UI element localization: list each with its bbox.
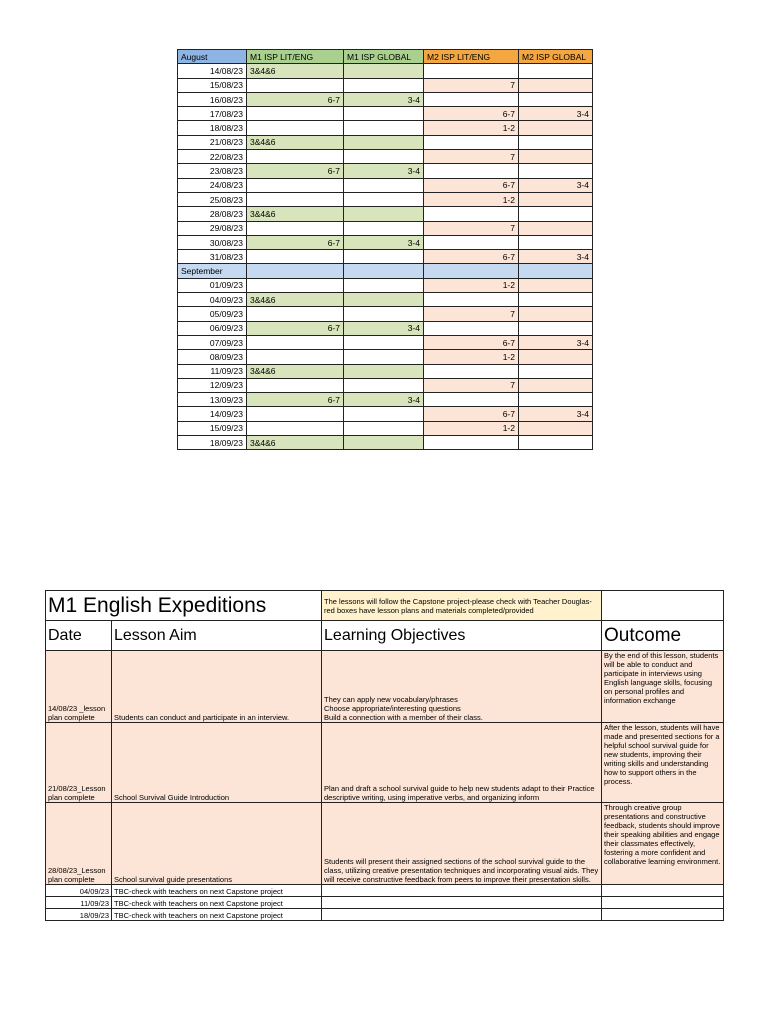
schedule-row — [178, 150, 593, 164]
lesson-objectives-cell — [322, 897, 602, 909]
m1-global-cell — [344, 436, 424, 450]
m1-lit-eng-cell: 6-7 — [247, 235, 344, 249]
m2-lit-eng-cell: 7 — [424, 378, 519, 392]
lesson-outcome-cell — [602, 909, 724, 921]
m2-global-cell: 3-4 — [519, 335, 593, 349]
lesson-title-row — [46, 591, 724, 621]
m2-global-cell — [519, 364, 593, 378]
schedule-date-cell: 13/09/23 — [178, 393, 247, 407]
schedule-row — [178, 221, 593, 235]
m2-lit-eng-cell: 7 — [424, 150, 519, 164]
m1-global-cell — [344, 307, 424, 321]
m2-lit-eng-cell — [424, 393, 519, 407]
m2-global-cell — [519, 207, 593, 221]
schedule-row — [178, 164, 593, 178]
lesson-table-title: M1 English Expeditions — [46, 591, 322, 621]
m1-lit-eng-cell — [247, 221, 344, 235]
col-header-outcome: Outcome — [602, 621, 724, 651]
schedule-row — [178, 235, 593, 249]
m1-global-cell: 3-4 — [344, 92, 424, 106]
schedule-row — [178, 78, 593, 92]
schedule-date-cell: 14/09/23 — [178, 407, 247, 421]
schedule-row — [178, 250, 593, 264]
m2-lit-eng-cell: 6-7 — [424, 335, 519, 349]
schedule-date-cell: 24/08/23 — [178, 178, 247, 192]
m2-global-cell — [519, 307, 593, 321]
schedule-date-cell: 16/08/23 — [178, 92, 247, 106]
m1-global-cell — [344, 178, 424, 192]
m1-lit-eng-cell — [247, 78, 344, 92]
schedule-row — [178, 178, 593, 192]
m2-global-cell — [519, 150, 593, 164]
m2-global-cell — [519, 78, 593, 92]
schedule-header-row — [178, 50, 593, 64]
m1-global-cell — [344, 364, 424, 378]
lesson-outcome-cell: By the end of this lesson, students will be able to conduct and participate in interviews using English language skills, focusing on personal profiles and information exchange — [602, 651, 724, 723]
m1-lit-eng-cell — [247, 192, 344, 206]
m1-lit-eng-cell — [247, 421, 344, 435]
m2-global-cell — [519, 135, 593, 149]
lesson-row — [46, 651, 724, 723]
schedule-date-cell: 23/08/23 — [178, 164, 247, 178]
m1-global-cell: 3-4 — [344, 235, 424, 249]
lesson-aim-cell: Students can conduct and participate in an interview. — [112, 651, 322, 723]
m1-global-cell — [344, 293, 424, 307]
lesson-objectives-cell: Plan and draft a school survival guide to help new students adapt to their Practice descriptive writing, using imperative verbs, and organizing inform — [322, 723, 602, 803]
schedule-row — [178, 92, 593, 106]
month-row-cell — [247, 264, 344, 278]
lesson-aim-cell: TBC-check with teachers on next Capstone project — [112, 909, 322, 921]
m1-lit-eng-cell: 3&4&6 — [247, 364, 344, 378]
m2-lit-eng-cell — [424, 293, 519, 307]
schedule-row — [178, 135, 593, 149]
m2-lit-eng-cell: 1-2 — [424, 421, 519, 435]
m2-lit-eng-cell — [424, 64, 519, 78]
schedule-row — [178, 393, 593, 407]
lesson-outcome-cell: After the lesson, students will have made and presented sections for a helpful school survival guide for new students, improving their writing skills and understanding how to support others in the process. — [602, 723, 724, 803]
col-header-date: Date — [46, 621, 112, 651]
m1-global-cell — [344, 421, 424, 435]
schedule-date-cell: 07/09/23 — [178, 335, 247, 349]
schedule-month-row — [178, 264, 593, 278]
schedule-body — [178, 64, 593, 450]
lesson-header-row — [46, 621, 724, 651]
schedule-date-cell: 29/08/23 — [178, 221, 247, 235]
m2-lit-eng-cell — [424, 364, 519, 378]
lesson-table-note: The lessons will follow the Capstone project-please check with Teacher Douglas- red boxes have lesson plans and materials completed/provided — [322, 591, 602, 621]
schedule-row — [178, 293, 593, 307]
lesson-aim-cell: School survival guide presentations — [112, 803, 322, 885]
m2-lit-eng-cell — [424, 92, 519, 106]
m1-global-cell — [344, 407, 424, 421]
m2-lit-eng-cell — [424, 321, 519, 335]
col-header-lesson-aim: Lesson Aim — [112, 621, 322, 651]
m2-lit-eng-cell: 1-2 — [424, 192, 519, 206]
schedule-date-cell: 15/09/23 — [178, 421, 247, 435]
lesson-date-cell: 14/08/23 _lesson plan complete — [46, 651, 112, 723]
m1-global-cell — [344, 221, 424, 235]
m2-global-cell — [519, 192, 593, 206]
m2-global-cell: 3-4 — [519, 107, 593, 121]
m1-lit-eng-cell — [247, 150, 344, 164]
m2-lit-eng-cell: 7 — [424, 78, 519, 92]
m1-global-cell — [344, 250, 424, 264]
lesson-row — [46, 897, 724, 909]
lesson-aim-cell: TBC-check with teachers on next Capstone project — [112, 897, 322, 909]
m2-global-cell — [519, 64, 593, 78]
header-month-august: August — [178, 50, 247, 64]
m1-global-cell — [344, 135, 424, 149]
m2-lit-eng-cell: 1-2 — [424, 121, 519, 135]
m2-lit-eng-cell: 7 — [424, 307, 519, 321]
m2-lit-eng-cell: 6-7 — [424, 250, 519, 264]
schedule-date-cell: 22/08/23 — [178, 150, 247, 164]
schedule-row — [178, 335, 593, 349]
month-row-cell — [519, 264, 593, 278]
schedule-date-cell: 28/08/23 — [178, 207, 247, 221]
m1-lit-eng-cell — [247, 107, 344, 121]
lesson-outcome-cell — [602, 897, 724, 909]
m2-global-cell — [519, 436, 593, 450]
m1-global-cell — [344, 335, 424, 349]
m1-lit-eng-cell — [247, 250, 344, 264]
m1-lit-eng-cell: 3&4&6 — [247, 207, 344, 221]
col-header-learning-objectives: Learning Objectives — [322, 621, 602, 651]
header-m1-lit-eng: M1 ISP LIT/ENG — [247, 50, 344, 64]
schedule-date-cell: 06/09/23 — [178, 321, 247, 335]
lesson-objectives-cell — [322, 909, 602, 921]
schedule-row — [178, 436, 593, 450]
lesson-row — [46, 803, 724, 885]
lesson-row — [46, 885, 724, 897]
header-m2-global: M2 ISP GLOBAL — [519, 50, 593, 64]
schedule-date-cell: 11/09/23 — [178, 364, 247, 378]
header-m1-global: M1 ISP GLOBAL — [344, 50, 424, 64]
schedule-date-cell: 04/09/23 — [178, 293, 247, 307]
m2-global-cell — [519, 293, 593, 307]
schedule-row — [178, 121, 593, 135]
m2-global-cell: 3-4 — [519, 407, 593, 421]
m2-lit-eng-cell — [424, 235, 519, 249]
schedule-row — [178, 364, 593, 378]
schedule-row — [178, 107, 593, 121]
lesson-aim-cell: School Survival Guide Introduction — [112, 723, 322, 803]
lesson-outcome-cell — [602, 885, 724, 897]
lesson-objectives-cell — [322, 885, 602, 897]
m1-global-cell — [344, 78, 424, 92]
m1-global-cell — [344, 378, 424, 392]
m2-lit-eng-cell: 1-2 — [424, 278, 519, 292]
lesson-date-cell: 04/09/23 — [46, 885, 112, 897]
m2-lit-eng-cell — [424, 207, 519, 221]
m2-global-cell: 3-4 — [519, 250, 593, 264]
m1-lit-eng-cell — [247, 121, 344, 135]
header-m2-lit-eng: M2 ISP LIT/ENG — [424, 50, 519, 64]
m2-global-cell — [519, 121, 593, 135]
schedule-date-cell: 18/09/23 — [178, 436, 247, 450]
schedule-date-cell: 17/08/23 — [178, 107, 247, 121]
month-row-cell — [344, 264, 424, 278]
lesson-date-cell: 21/08/23_Lesson plan complete — [46, 723, 112, 803]
schedule-row — [178, 192, 593, 206]
schedule-row — [178, 350, 593, 364]
schedule-table — [177, 49, 593, 450]
m2-global-cell — [519, 350, 593, 364]
lesson-objectives-cell: They can apply new vocabulary/phrases Choose appropriate/interesting questions Build a connection with a member of their class. — [322, 651, 602, 723]
m1-lit-eng-cell: 6-7 — [247, 321, 344, 335]
lesson-date-cell: 28/08/23_Lesson plan complete — [46, 803, 112, 885]
lesson-row — [46, 909, 724, 921]
m2-global-cell — [519, 278, 593, 292]
m1-lit-eng-cell — [247, 278, 344, 292]
m1-lit-eng-cell: 3&4&6 — [247, 293, 344, 307]
schedule-row — [178, 278, 593, 292]
m2-lit-eng-cell — [424, 135, 519, 149]
m2-lit-eng-cell: 6-7 — [424, 107, 519, 121]
schedule-date-cell: 12/09/23 — [178, 378, 247, 392]
lesson-plan-body — [46, 591, 724, 921]
m2-global-cell — [519, 378, 593, 392]
schedule-row — [178, 64, 593, 78]
m2-lit-eng-cell — [424, 164, 519, 178]
month-row-cell — [424, 264, 519, 278]
m2-lit-eng-cell: 1-2 — [424, 350, 519, 364]
lesson-aim-cell: TBC-check with teachers on next Capstone project — [112, 885, 322, 897]
m1-global-cell — [344, 192, 424, 206]
m2-global-cell — [519, 164, 593, 178]
schedule-date-cell: 31/08/23 — [178, 250, 247, 264]
m2-global-cell — [519, 321, 593, 335]
m1-global-cell — [344, 150, 424, 164]
m2-global-cell: 3-4 — [519, 178, 593, 192]
lesson-objectives-cell: Students will present their assigned sections of the school survival guide to the class, utilizing creative presentation techniques and incorporating visual aids. They will receive constructive feedback from peers to improve their presentation skills. — [322, 803, 602, 885]
schedule-date-cell: 14/08/23 — [178, 64, 247, 78]
m1-global-cell — [344, 121, 424, 135]
month-label: September — [178, 264, 247, 278]
lesson-row — [46, 723, 724, 803]
schedule-date-cell: 15/08/23 — [178, 78, 247, 92]
schedule-date-cell: 01/09/23 — [178, 278, 247, 292]
m2-global-cell — [519, 421, 593, 435]
m1-global-cell — [344, 278, 424, 292]
schedule-row — [178, 207, 593, 221]
m1-lit-eng-cell — [247, 307, 344, 321]
m2-global-cell — [519, 92, 593, 106]
schedule-row — [178, 378, 593, 392]
m2-lit-eng-cell — [424, 436, 519, 450]
lesson-plan-table — [45, 590, 724, 921]
title-row-blank-cell — [602, 591, 724, 621]
m1-lit-eng-cell — [247, 378, 344, 392]
schedule-date-cell: 05/09/23 — [178, 307, 247, 321]
m2-global-cell — [519, 235, 593, 249]
schedule-date-cell: 30/08/23 — [178, 235, 247, 249]
m1-global-cell: 3-4 — [344, 164, 424, 178]
m2-lit-eng-cell: 7 — [424, 221, 519, 235]
m1-global-cell — [344, 64, 424, 78]
schedule-date-cell: 21/08/23 — [178, 135, 247, 149]
m1-lit-eng-cell — [247, 335, 344, 349]
m2-global-cell — [519, 393, 593, 407]
schedule-date-cell: 25/08/23 — [178, 192, 247, 206]
m1-lit-eng-cell: 3&4&6 — [247, 436, 344, 450]
m1-lit-eng-cell: 3&4&6 — [247, 135, 344, 149]
m2-global-cell — [519, 221, 593, 235]
schedule-row — [178, 421, 593, 435]
m1-global-cell: 3-4 — [344, 393, 424, 407]
m2-lit-eng-cell: 6-7 — [424, 178, 519, 192]
m1-lit-eng-cell — [247, 407, 344, 421]
m1-lit-eng-cell — [247, 350, 344, 364]
m1-global-cell — [344, 107, 424, 121]
m1-global-cell — [344, 207, 424, 221]
schedule-row — [178, 321, 593, 335]
schedule-date-cell: 08/09/23 — [178, 350, 247, 364]
schedule-date-cell: 18/08/23 — [178, 121, 247, 135]
m1-global-cell — [344, 350, 424, 364]
lesson-outcome-cell: Through creative group presentations and constructive feedback, students should improve their speaking abilities and engage their classmates effectively, fostering a more confident and collaborative learning environment. — [602, 803, 724, 885]
lesson-date-cell: 11/09/23 — [46, 897, 112, 909]
m1-lit-eng-cell: 3&4&6 — [247, 64, 344, 78]
m1-lit-eng-cell: 6-7 — [247, 92, 344, 106]
m1-global-cell: 3-4 — [344, 321, 424, 335]
schedule-row — [178, 307, 593, 321]
m2-lit-eng-cell: 6-7 — [424, 407, 519, 421]
m1-lit-eng-cell: 6-7 — [247, 164, 344, 178]
schedule-row — [178, 407, 593, 421]
m1-lit-eng-cell: 6-7 — [247, 393, 344, 407]
lesson-date-cell: 18/09/23 — [46, 909, 112, 921]
m1-lit-eng-cell — [247, 178, 344, 192]
